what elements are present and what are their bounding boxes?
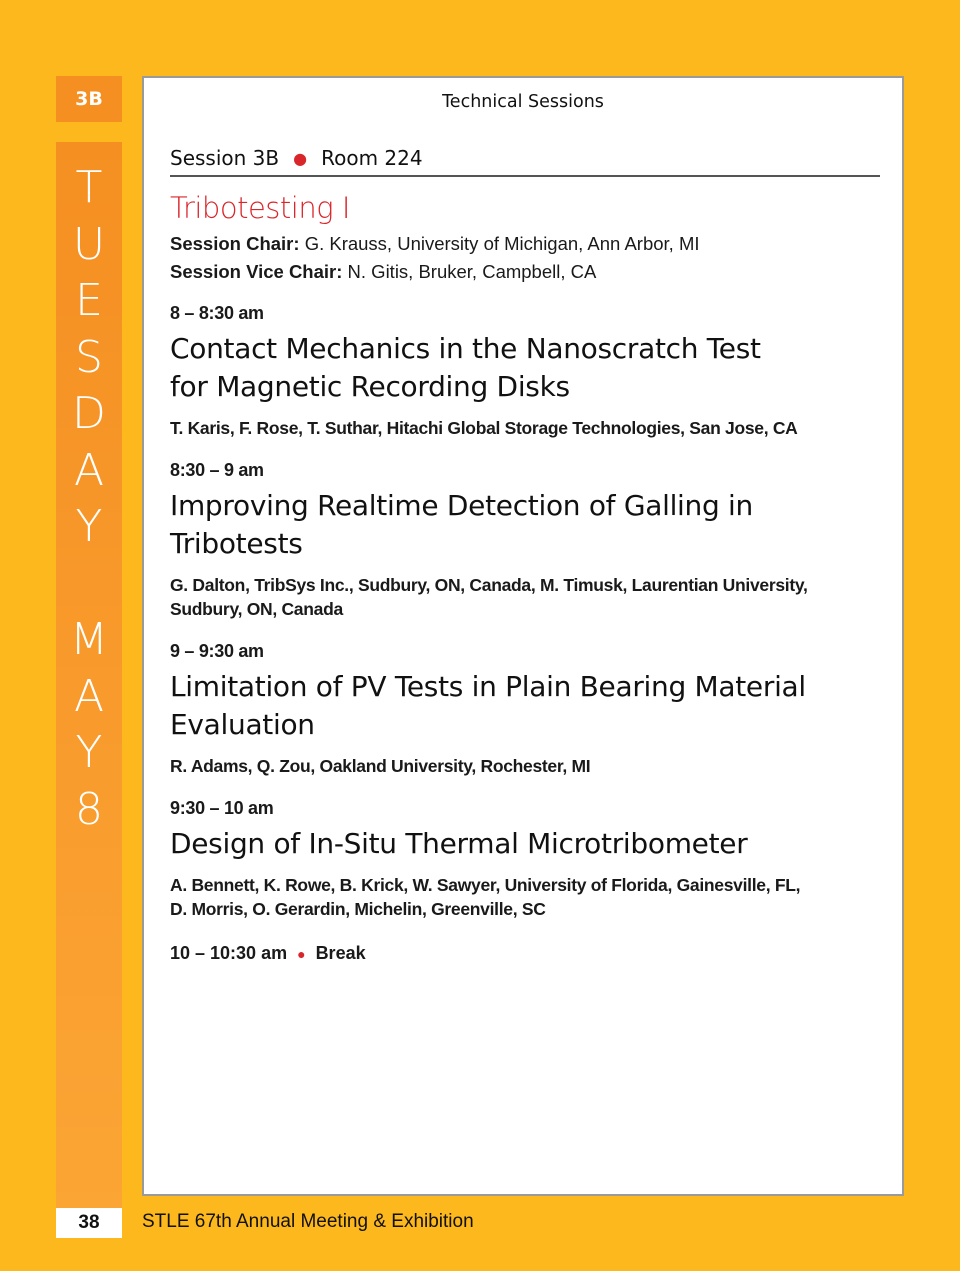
day-letter: D: [72, 388, 106, 439]
session-code-tab: 3B: [56, 76, 122, 122]
break-label: Break: [315, 943, 366, 963]
session-chair-value: G. Krauss, University of Michigan, Ann Arbor, MI: [304, 233, 700, 254]
talk-time: 8:30 – 9 am: [170, 460, 264, 480]
content-panel: [142, 76, 904, 1196]
day-letter: A: [73, 444, 105, 496]
talk-time: 9:30 – 10 am: [170, 798, 274, 818]
date-letter: A: [73, 670, 105, 722]
talk-time: 9 – 9:30 am: [170, 641, 264, 661]
bullet-icon: ●: [293, 148, 308, 168]
date-letter: M: [70, 614, 108, 665]
talk-title: [170, 487, 880, 563]
bullet-icon: ●: [297, 945, 306, 962]
talk-item: [170, 641, 880, 778]
talk-time: 8 – 8:30 am: [170, 303, 264, 323]
talk-title-line: Contact Mechanics in the Nanoscratch Test: [170, 332, 761, 365]
talk-authors-line: D. Morris, O. Gerardin, Michelin, Greenville, SC: [170, 899, 546, 919]
talk-title-line: Design of In-Situ Thermal Microtribometer: [170, 827, 748, 860]
day-letter: S: [75, 331, 103, 383]
day-letter: U: [72, 218, 106, 270]
talk-title: [170, 825, 880, 863]
session-heading: [170, 146, 880, 177]
session-label: Session 3B: [170, 146, 280, 170]
talk-authors: [170, 416, 880, 440]
talk-authors: [170, 754, 880, 778]
footer-title: STLE 67th Annual Meeting & Exhibition: [142, 1211, 474, 1232]
day-letter: Y: [75, 501, 103, 552]
day-date-letters: [56, 160, 122, 838]
day-letter: E: [75, 275, 103, 326]
talk-item: [170, 303, 880, 440]
talk-item: [170, 798, 880, 921]
date-letter: 8: [75, 783, 103, 835]
talk-authors-line: R. Adams, Q. Zou, Oakland University, Rochester, MI: [170, 756, 591, 776]
talk-authors-line: G. Dalton, TribSys Inc., Sudbury, ON, Canada, M. Timusk, Laurentian University,: [170, 575, 808, 595]
session-room: Room 224: [321, 146, 423, 170]
talk-title-line: Limitation of PV Tests in Plain Bearing Material: [170, 670, 806, 703]
session-content: [170, 146, 880, 964]
session-vice-chair: [170, 261, 880, 283]
break-item: [170, 943, 880, 964]
talk-item: [170, 460, 880, 621]
session-chair: [170, 233, 880, 255]
session-chair-label: Session Chair:: [170, 233, 300, 254]
talk-title-line: Improving Realtime Detection of Galling in: [170, 489, 753, 522]
session-title: Tribotesting I: [170, 191, 350, 225]
talk-title-line: Tribotests: [170, 527, 303, 560]
break-time: 10 – 10:30 am: [170, 943, 288, 963]
day-letter: T: [75, 162, 103, 213]
talk-authors: [170, 573, 880, 621]
page-header-title: Technical Sessions: [442, 92, 604, 112]
talk-title: [170, 330, 880, 406]
date-letter: Y: [75, 727, 103, 778]
talk-authors-line: T. Karis, F. Rose, T. Suthar, Hitachi Global Storage Technologies, San Jose, CA: [170, 418, 798, 438]
talk-authors-line: Sudbury, ON, Canada: [170, 599, 343, 619]
session-vice-chair-label: Session Vice Chair:: [170, 261, 343, 282]
talk-authors: [170, 873, 880, 921]
talk-title-line: Evaluation: [170, 708, 315, 741]
session-vice-chair-value: N. Gitis, Bruker, Campbell, CA: [347, 261, 597, 282]
page-number: 38: [56, 1208, 122, 1238]
talk-authors-line: A. Bennett, K. Rowe, B. Krick, W. Sawyer, University of Florida, Gainesville, FL,: [170, 875, 801, 895]
talk-title-line: for Magnetic Recording Disks: [170, 370, 570, 403]
talk-title: [170, 668, 880, 744]
